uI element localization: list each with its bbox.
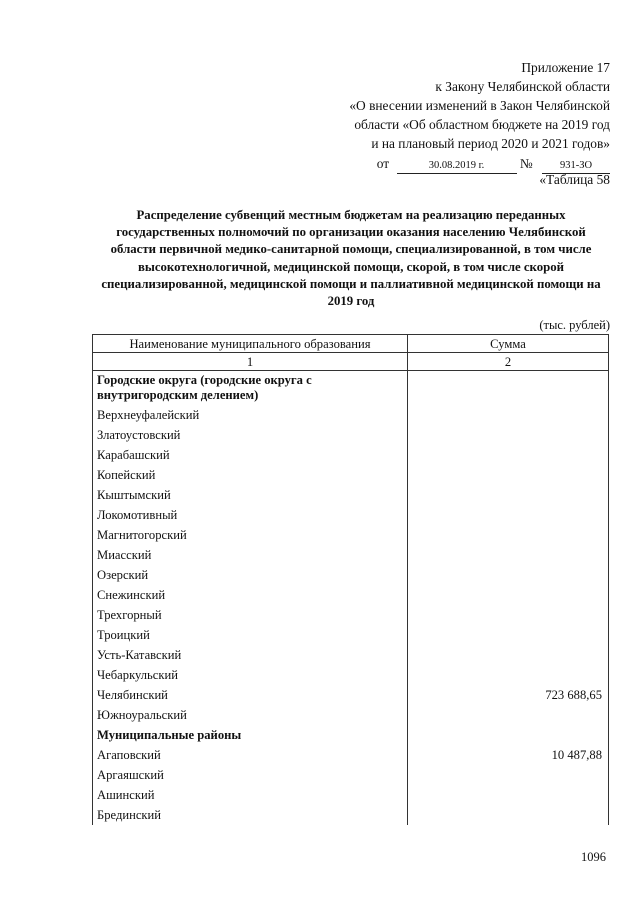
amount-cell: [408, 525, 609, 545]
municipality-name: Трехгорный: [93, 605, 408, 625]
column-header-amount: Сумма: [408, 335, 609, 353]
table-row: [93, 405, 609, 425]
table-row: [93, 505, 609, 525]
table-row: [93, 805, 609, 825]
table-row: [93, 765, 609, 785]
table-body: [93, 371, 609, 826]
amount-cell: [408, 765, 609, 785]
amount-cell: [408, 565, 609, 585]
table-row: [93, 545, 609, 565]
order-number: 931-ЗО: [542, 159, 610, 174]
number-sign: №: [519, 156, 533, 171]
table-row: [93, 565, 609, 585]
section-row: [93, 371, 609, 406]
amount-cell: [408, 425, 609, 445]
table-row: [93, 445, 609, 465]
amount-cell: [408, 645, 609, 665]
document-title: Распределение субвенций местным бюджетам на реализацию переданных государственных полномочий по организации оказания населению Челябинской области первичной медико-санитарной помощи, специализированной, в том числе высокотехнологичной, медицинской помощи, скорой, в том числе скорой специализированной, медицинской помощи и паллиативной медицинской помощи на 2019 год: [101, 208, 601, 309]
table-row: [93, 665, 609, 685]
municipality-name: Усть-Катавский: [93, 645, 408, 665]
column-number: 1: [93, 353, 408, 371]
municipality-name: Верхнеуфалейский: [93, 405, 408, 425]
municipality-name: Агаповский: [93, 745, 408, 765]
municipality-name: Муниципальные районы: [93, 725, 408, 745]
table-row: [93, 645, 609, 665]
municipality-name: Копейский: [93, 465, 408, 485]
table-row: [93, 585, 609, 605]
municipality-name: Чебаркульский: [93, 665, 408, 685]
table-row: [93, 685, 609, 705]
amount-cell: [408, 625, 609, 645]
municipality-name: Аргаяшский: [93, 765, 408, 785]
table-row: [93, 425, 609, 445]
order-prefix: от: [376, 156, 390, 171]
header-line: и на плановый период 2020 и 2021 годов»: [371, 136, 610, 151]
amount-cell: [408, 605, 609, 625]
municipality-name: Кыштымский: [93, 485, 408, 505]
table-row: [93, 605, 609, 625]
amount-cell: [408, 585, 609, 605]
table-header-row: [93, 335, 609, 353]
order-date: 30.08.2019 г.: [397, 159, 517, 174]
law-reference-line: [280, 154, 610, 174]
municipality-name: Брединский: [93, 805, 408, 825]
table-row: [93, 485, 609, 505]
municipality-name: Магнитогорский: [93, 525, 408, 545]
subvention-table: [92, 334, 609, 825]
municipality-name: Карабашский: [93, 445, 408, 465]
amount-cell: 10 487,88: [408, 745, 609, 765]
table-row: [93, 785, 609, 805]
amount-cell: [408, 665, 609, 685]
amount-cell: [408, 785, 609, 805]
header-line: области «Об областном бюджете на 2019 год: [354, 117, 610, 132]
municipality-name: Челябинский: [93, 685, 408, 705]
table-row: [93, 705, 609, 725]
amount-cell: [408, 805, 609, 825]
section-row: [93, 725, 609, 745]
amount-cell: [408, 545, 609, 565]
amount-cell: [408, 505, 609, 525]
column-number: 2: [408, 353, 609, 371]
municipality-name: Златоустовский: [93, 425, 408, 445]
table-row: [93, 525, 609, 545]
header-line: Приложение 17: [521, 60, 610, 75]
document-header: [280, 58, 610, 174]
amount-cell: [408, 465, 609, 485]
amount-cell: [408, 705, 609, 725]
municipality-name: Южноуральский: [93, 705, 408, 725]
table-row: [93, 625, 609, 645]
page-number: 1096: [581, 850, 606, 864]
table-row: [93, 745, 609, 765]
municipality-name: Локомотивный: [93, 505, 408, 525]
column-number-row: [93, 353, 609, 371]
amount-cell: 723 688,65: [408, 685, 609, 705]
amount-cell: [408, 371, 609, 406]
amount-cell: [408, 405, 609, 425]
header-line: «О внесении изменений в Закон Челябинской: [349, 98, 610, 113]
amount-cell: [408, 445, 609, 465]
municipality-name: Снежинский: [93, 585, 408, 605]
amount-cell: [408, 485, 609, 505]
column-header-name: Наименование муниципального образования: [93, 335, 408, 353]
units-label: (тыс. рублей): [539, 318, 610, 332]
header-line: к Закону Челябинской области: [435, 79, 610, 94]
municipality-name: Ашинский: [93, 785, 408, 805]
municipality-name: Городские округа (городские округа с внутригородским делением): [93, 371, 408, 406]
municipality-name: Миасский: [93, 545, 408, 565]
table-row: [93, 465, 609, 485]
table-label: «Таблица 58: [539, 172, 610, 187]
municipality-name: Озерский: [93, 565, 408, 585]
amount-cell: [408, 725, 609, 745]
municipality-name: Троицкий: [93, 625, 408, 645]
